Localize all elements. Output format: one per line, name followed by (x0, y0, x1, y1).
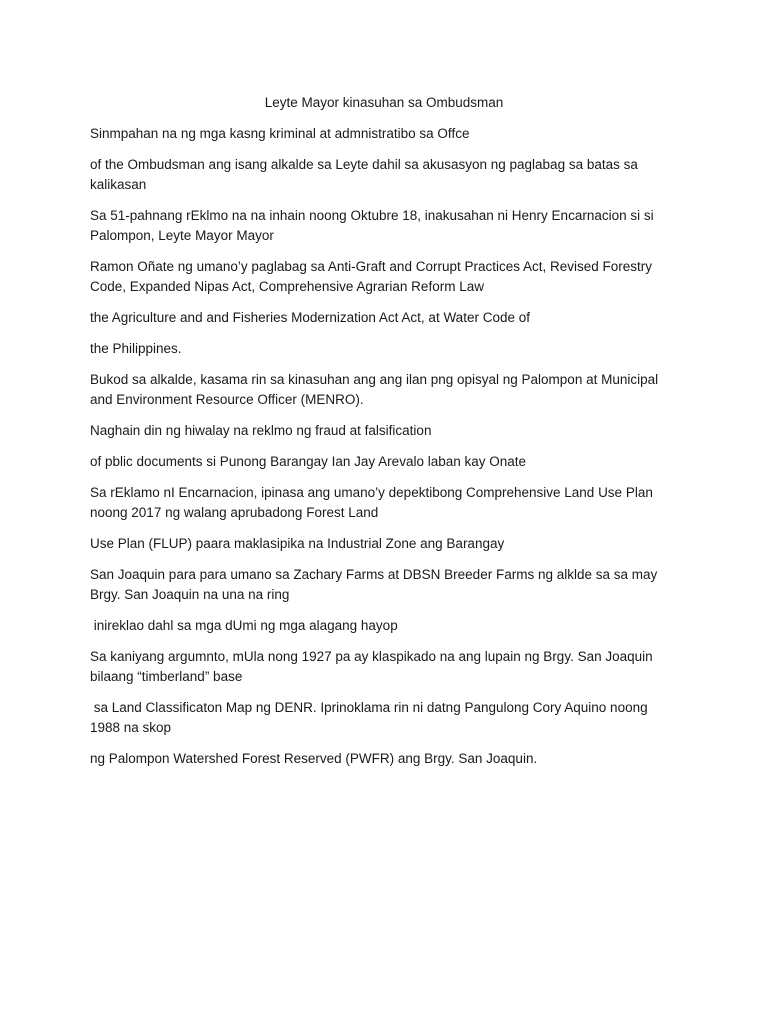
paragraph-11: Use Plan (FLUP) paara maklasipika na Industrial Zone ang Barangay (90, 536, 505, 551)
paragraph-7: Bukod sa alkalde, kasama rin sa kinasuhan ang ang ilan png opisyal ng Palompon at Municipal and Environment Resource Officer (MENRO). (90, 372, 662, 407)
paragraph-9: of pblic documents si Punong Barangay Ian Jay Arevalo laban kay Onate (90, 454, 527, 469)
paragraph-15: sa Land Classificaton Map ng DENR. Iprinoklama rin ni datng Pangulong Cory Aquino noong 1988 na skop (90, 700, 652, 735)
paragraph-16: ng Palompon Watershed Forest Reserved (PWFR) ang Brgy. San Joaquin. (90, 751, 538, 766)
paragraph-4: Ramon Oñate ng umano’y paglabag sa Anti-Graft and Corrupt Practices Act, Revised Forestry Code, Expanded Nipas Act, Comprehensive Agrarian Reform Law (90, 259, 656, 294)
paragraph-3: Sa 51-pahnang rEklmo na na inhain noong Oktubre 18, inakusahan ni Henry Encarnacion si si Palompon, Leyte Mayor Mayor (90, 208, 658, 243)
document-title: Leyte Mayor kinasuhan sa Ombudsman (264, 95, 504, 110)
paragraph-6: the Philippines. (90, 341, 182, 356)
paragraph-12: San Joaquin para para umano sa Zachary Farms at DBSN Breeder Farms ng alklde sa sa may Brgy. San Joaquin na una na ring (90, 567, 662, 602)
paragraph-10: Sa rEklamo nI Encarnacion, ipinasa ang umano’y depektibong Comprehensive Land Use Plan noong 2017 ng walang aprubadong Forest Land (90, 485, 657, 520)
paragraph-5: the Agriculture and and Fisheries Modernization Act Act, at Water Code of (90, 310, 530, 325)
paragraph-13: inireklao dahl sa mga dUmi ng mga alagang hayop (90, 618, 398, 633)
document-body (90, 93, 670, 780)
paragraph-1: Sinmpahan na ng mga kasng kriminal at admnistratibo sa Offce (90, 126, 470, 141)
paragraph-14: Sa kaniyang argumnto, mUla nong 1927 pa ay klaspikado na ang lupain ng Brgy. San Joaquin bilaang “timberland” base (90, 649, 657, 684)
paragraph-8: Naghain din ng hiwalay na reklmo ng fraud at falsification (90, 423, 432, 438)
paragraph-2: of the Ombudsman ang isang alkalde sa Leyte dahil sa akusasyon ng paglabag sa batas sa kalikasan (90, 157, 642, 192)
